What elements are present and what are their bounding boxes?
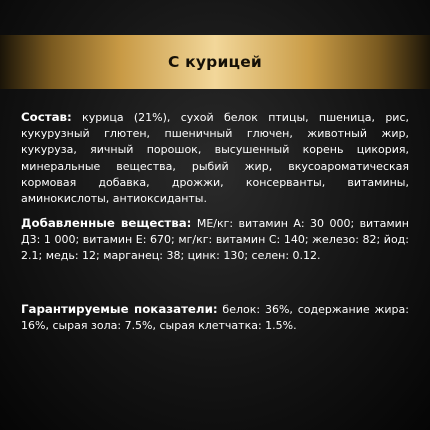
additives-paragraph [21,215,409,265]
guaranteed-label: Гарантируемые показатели: [21,302,218,316]
guaranteed-section [21,301,409,334]
composition-section [21,109,409,207]
composition-label: Состав: [21,110,72,124]
additives-label: Добавленные вещества: [21,216,192,230]
flavor-banner [0,35,430,89]
banner-title: С курицей [167,53,262,71]
additives-section [21,215,409,265]
composition-text: курица (21%), сухой белок птицы, пшеница, рис, кукурузный глютен, пшеничный глючен, животный жир, кукуруза, яичный порошок, высушенный корень цикория, минеральные вещества, рыбий жир, вкусоароматическая кормовая добавка, дрожжи, консерванты, витамины, аминокислоты, антиоксиданты. [21,111,409,206]
guaranteed-paragraph [21,301,409,334]
composition-paragraph [21,109,409,207]
guaranteed-text: белок: 36%, содержание жира: 16%, сырая зола: 7.5%, сырая клетчатка: 1.5%. [21,303,409,333]
additives-text: МЕ/кг: витамин А: 30 000; витамин Д3: 1 000; витамин Е: 670; мг/кг: витамин С: 140; железо: 82; йод: 2.1; медь: 12; марганец: 38; цинк: 130; селен: 0.12. [21,217,409,263]
